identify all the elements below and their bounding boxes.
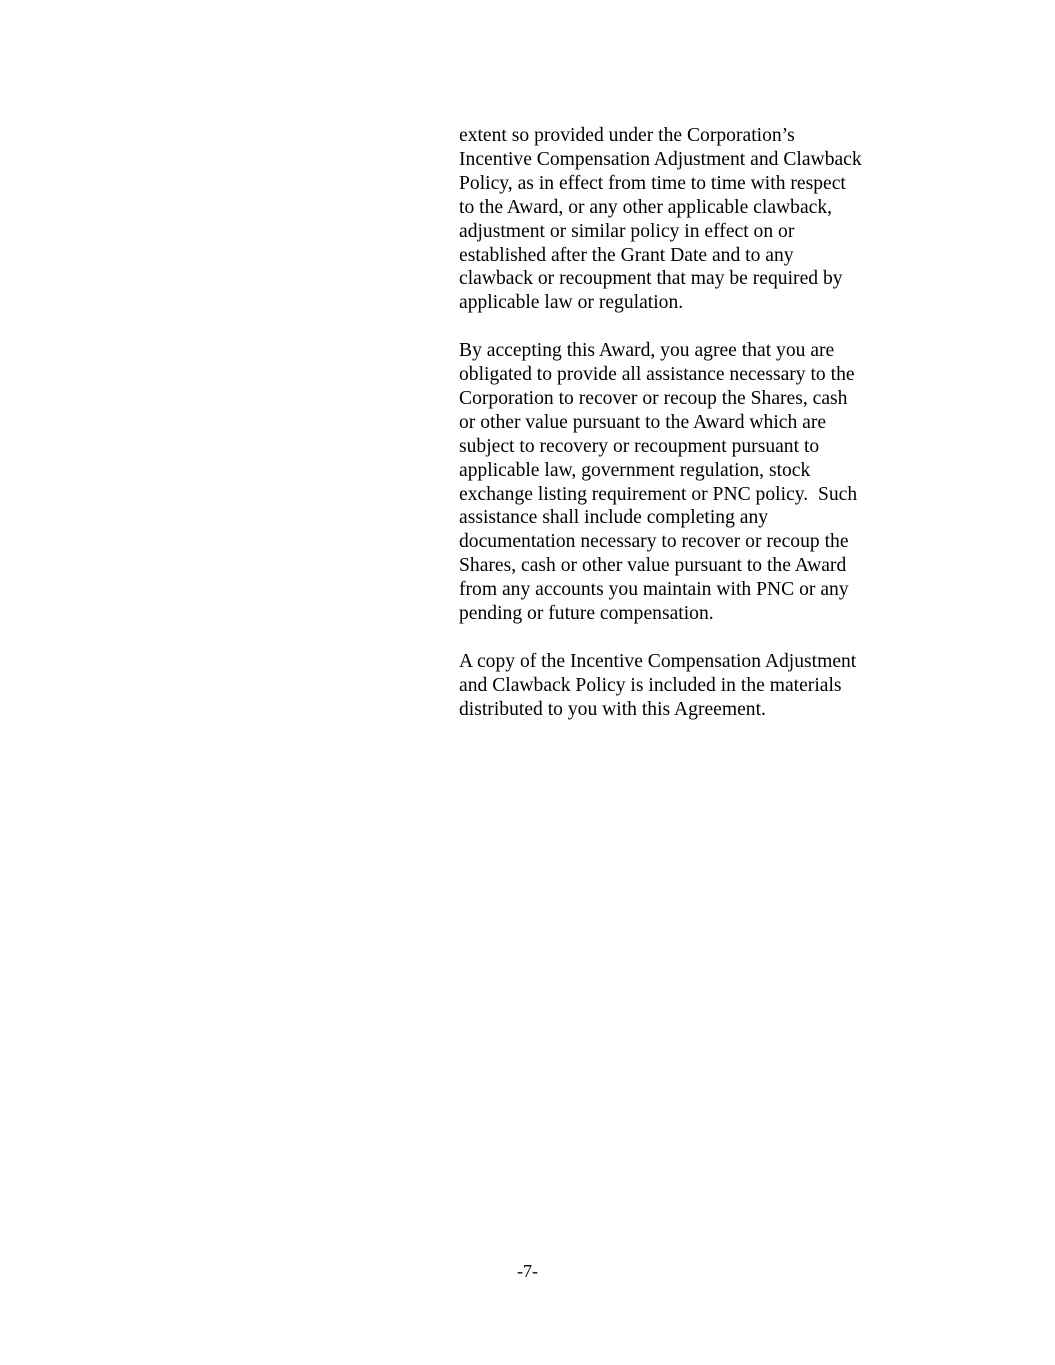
text-line: Policy, as in effect from time to time with respect — [459, 172, 846, 194]
text-line: from any accounts you maintain with PNC or any — [459, 579, 849, 601]
text-line: obligated to provide all assistance necessary to the — [459, 364, 855, 386]
text-line: A copy of the Incentive Compensation Adjustment — [459, 650, 857, 672]
text-line: or other value pursuant to the Award which are — [459, 411, 827, 433]
text-line: Corporation to recover or recoup the Shares, cash — [459, 387, 848, 409]
text-line: distributed to you with this Agreement. — [459, 698, 766, 720]
text-line: applicable law, government regulation, stock — [459, 459, 811, 481]
text-column — [459, 124, 899, 722]
paragraph-policy-copy — [459, 650, 899, 722]
text-line: clawback or recoupment that may be required by — [459, 268, 843, 290]
text-line: assistance shall include completing any — [459, 507, 769, 529]
paragraph-spacer — [459, 315, 899, 339]
text-line: applicable law or regulation. — [459, 292, 684, 314]
paragraph-assistance — [459, 339, 899, 626]
text-line: adjustment or similar policy in effect on or — [459, 220, 795, 242]
text-line: Shares, cash or other value pursuant to the Award — [459, 555, 847, 577]
text-line: pending or future compensation. — [459, 603, 714, 625]
text-line: extent so provided under the Corporation’s — [459, 125, 795, 146]
text-line: subject to recovery or recoupment pursuant to — [459, 435, 820, 457]
text-line: By accepting this Award, you agree that you are — [459, 340, 835, 362]
text-line: established after the Grant Date and to any — [459, 244, 794, 266]
paragraph-spacer — [459, 626, 899, 650]
text-line: Incentive Compensation Adjustment and Clawback — [459, 148, 862, 170]
page-number: -7- — [517, 1261, 538, 1281]
paragraph-clawback-policy — [459, 124, 899, 315]
text-line: documentation necessary to recover or recoup the — [459, 531, 849, 553]
text-line: exchange listing requirement or PNC policy. Such — [459, 483, 858, 505]
text-line: and Clawback Policy is included in the materials — [459, 674, 842, 696]
text-line: to the Award, or any other applicable clawback, — [459, 196, 833, 218]
